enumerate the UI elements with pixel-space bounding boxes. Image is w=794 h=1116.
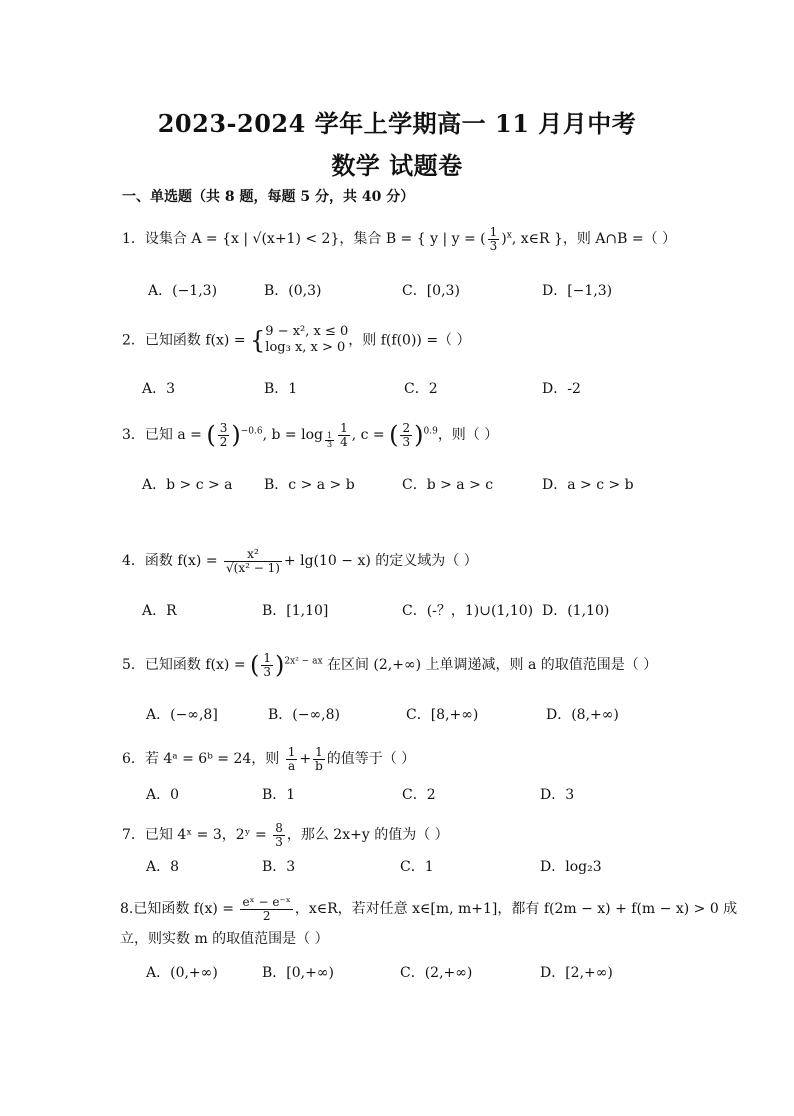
case-1: 9 − x², x ≤ 0 <box>265 324 349 339</box>
log-base <box>325 432 334 450</box>
option-a: A．8 <box>146 859 180 875</box>
question-4 <box>122 548 478 574</box>
fraction-numerator: 1 <box>489 225 498 239</box>
section-heading: 一、单选题（共 8 题，每题 5 分，共 40 分） <box>122 189 415 205</box>
exam-title: 2023-2024 学年上学期高一 11 月月中考 <box>157 109 637 138</box>
option-a: A．b > c > a <box>142 477 233 493</box>
fraction-numerator: 1 <box>340 421 348 435</box>
question-number: 7． <box>122 827 145 844</box>
option-a: A．(−∞,8] <box>146 707 218 723</box>
option-b: B．c > a > b <box>264 477 355 493</box>
question-5 <box>122 652 657 678</box>
exam-subtitle: 数学 试题卷 <box>331 151 463 180</box>
question-text: 已知函数 f(x) = <box>133 901 234 918</box>
fraction-denominator: 3 <box>326 439 333 449</box>
option-a: A．R <box>142 603 177 619</box>
paren-open: ( <box>206 421 216 450</box>
option-d: D．(8,+∞) <box>546 707 619 723</box>
option-d: D．a > c > b <box>542 477 634 493</box>
fraction-denominator: √(x² − 1) <box>226 560 280 575</box>
fraction-numerator: 1 <box>326 430 333 440</box>
fraction-denominator: 4 <box>340 434 348 449</box>
fraction-denominator: a <box>287 758 296 773</box>
paren-open: ( <box>250 651 260 680</box>
question-3 <box>122 422 498 449</box>
fraction-numerator: 8 <box>275 821 283 835</box>
paren-close: ) <box>501 231 507 248</box>
option-b: B．[1,10] <box>262 603 329 619</box>
left-brace: { <box>250 326 266 355</box>
fraction-denominator: 3 <box>402 434 411 449</box>
fraction-denominator: 2 <box>219 434 228 449</box>
option-c: C．2 <box>404 381 438 397</box>
question-tail: 的值等于（ ） <box>326 751 416 768</box>
option-c: C．1 <box>400 859 434 875</box>
option-b: B．3 <box>262 859 296 875</box>
option-d: D．[−1,3) <box>542 283 613 299</box>
question-tail: + lg(10 − x) 的定义域为（ ） <box>283 553 478 570</box>
fraction <box>313 746 325 772</box>
fraction <box>488 226 500 252</box>
question-tail: ，则（ ） <box>437 427 499 444</box>
fraction-numerator: 1 <box>287 745 296 759</box>
question-tail: ，那么 2x+y 的值为（ ） <box>286 827 449 844</box>
question-text: 函数 f(x) = <box>144 553 218 570</box>
option-c: C．[0,3) <box>402 283 460 299</box>
option-d: D．log₂3 <box>540 859 602 875</box>
fraction <box>218 422 230 448</box>
question-text: 已知函数 f(x) = <box>144 332 246 349</box>
paren-close: ) <box>414 421 424 450</box>
b-prefix: , b = log <box>262 427 323 444</box>
fraction-numerator: 1 <box>313 746 325 760</box>
option-b: B．1 <box>262 787 296 803</box>
exponent: −0.6 <box>240 426 263 437</box>
option-b: B．(−∞,8) <box>268 707 340 723</box>
option-a: A．(0,+∞) <box>146 965 218 981</box>
fraction-denominator: b <box>315 758 323 773</box>
question-number: 5． <box>122 657 145 674</box>
option-c: C．b > a > c <box>402 477 494 493</box>
option-b: B．(0,3) <box>264 283 322 299</box>
set-b-tail: , x∈R } <box>511 231 563 248</box>
fraction-denominator: 2 <box>262 908 271 923</box>
fraction-numerator: 3 <box>219 421 228 435</box>
fraction <box>273 822 285 848</box>
fraction-denominator: 3 <box>263 664 272 679</box>
option-a: A．0 <box>146 787 180 803</box>
question-text: 已知函数 f(x) = <box>144 657 246 674</box>
fraction-numerator: 2 <box>402 421 411 435</box>
option-d: D．(1,10) <box>542 603 610 619</box>
fraction-denominator: 3 <box>275 834 283 849</box>
question-tail: 在区间 (2,+∞) 上单调递减，则 a 的取值范围是（ ） <box>326 657 658 674</box>
option-c: C．(-？，1)∪(1,10) <box>402 603 534 619</box>
question-number: 1． <box>122 231 145 248</box>
fraction <box>240 896 292 922</box>
option-b: B．1 <box>264 381 298 397</box>
question-1 <box>122 226 676 252</box>
question-number: 4． <box>122 553 145 570</box>
case-2: log₃ x, x > 0 <box>265 340 346 356</box>
plus-sign: + <box>299 751 312 768</box>
option-a: A．(−1,3) <box>148 283 218 299</box>
fraction <box>338 422 350 448</box>
fraction-numerator: eˣ − e⁻ˣ <box>242 895 291 909</box>
question-number: 2． <box>122 332 145 349</box>
question-text: ，集合 <box>339 231 382 248</box>
option-d: D．[2,+∞) <box>540 965 613 981</box>
question-number: 8. <box>120 901 134 918</box>
fraction <box>400 422 412 448</box>
question-7 <box>122 822 449 848</box>
set-b-prefix: B = { y | y = ( <box>385 231 486 248</box>
c-prefix: , c = <box>351 427 385 444</box>
fraction <box>224 548 282 574</box>
piecewise-cases <box>265 324 348 357</box>
option-d: D．-2 <box>542 381 581 397</box>
question-text: 已知 a = <box>144 427 202 444</box>
paren-close: ) <box>275 651 285 680</box>
question-text: 若 4ᵃ = 6ᵇ = 24，则 <box>144 751 280 768</box>
option-c: C．2 <box>402 787 436 803</box>
option-a: A．3 <box>142 381 176 397</box>
fraction <box>261 652 273 678</box>
question-text: 设集合 <box>144 231 187 248</box>
exponent: 2x² − ax <box>284 656 323 667</box>
paren-close: ) <box>231 421 241 450</box>
set-a-expression: A = {x | √(x+1) < 2} <box>191 231 340 248</box>
option-d: D．3 <box>540 787 575 803</box>
question-8 <box>120 896 737 922</box>
exponent: 0.9 <box>423 426 438 437</box>
exponent: x <box>506 230 512 241</box>
question-number: 6． <box>122 751 145 768</box>
question-2 <box>122 324 471 357</box>
question-text: 已知 4ˣ = 3，2ʸ = <box>144 827 267 844</box>
question-8-line2: 立，则实数 m 的取值范围是（ ） <box>120 931 329 947</box>
question-tail: ，则 A∩B =（ ） <box>562 231 677 248</box>
fraction-denominator: 3 <box>489 238 498 253</box>
option-c: C．[8,+∞) <box>406 707 479 723</box>
question-6 <box>122 746 415 772</box>
question-tail: ，则 f(f(0)) =（ ） <box>348 332 471 349</box>
fraction-numerator: x² <box>224 548 282 562</box>
fraction-numerator: 1 <box>263 651 272 665</box>
option-c: C．(2,+∞) <box>400 965 473 981</box>
paren-open: ( <box>389 421 399 450</box>
fraction <box>286 746 298 772</box>
question-tail: ，x∈R，若对任意 x∈[m, m+1]，都有 f(2m − x) + f(m − x) > 0 成 <box>294 901 738 918</box>
option-b: B．[0,+∞) <box>262 965 334 981</box>
question-number: 3． <box>122 427 145 444</box>
